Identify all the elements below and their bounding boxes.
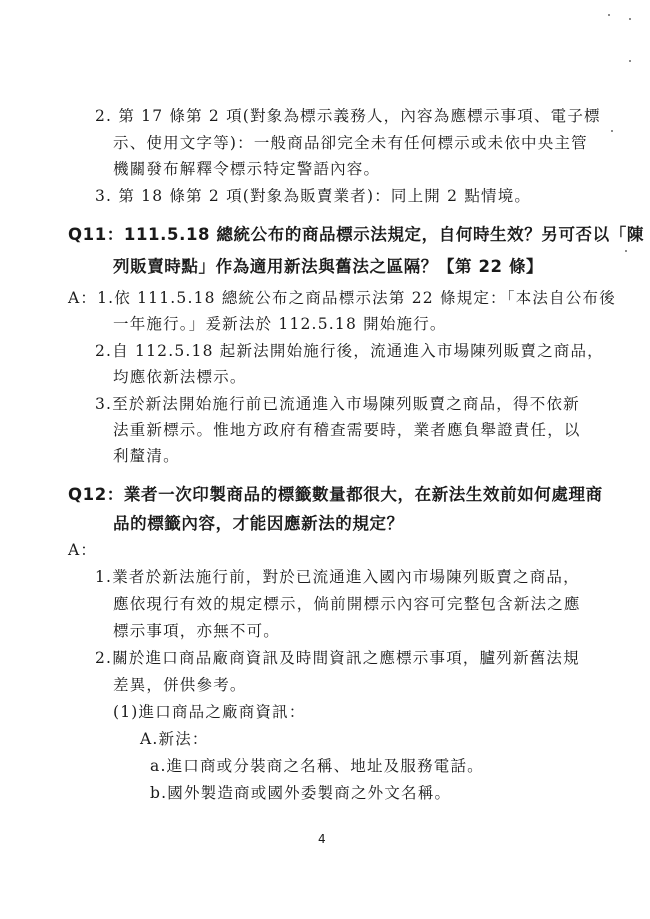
answer-a11-line-5: 3.至於新法開始施行前已流通進入市場陳列販賣之商品，得不依新 [95, 395, 580, 413]
answer-a12-line-7: A.新法： [140, 730, 209, 748]
answer-a12-line-3: 標示事項，亦無不可。 [113, 622, 281, 640]
answer-a12-line-1: 1.業者於新法施行前，對於已流通進入國內市場陳列販賣之商品， [95, 568, 580, 586]
body-line-4: 3. 第 18 條第 2 項(對象為販賣業者)：同上開 2 點情境。 [95, 187, 532, 205]
question-q11-line-2: 列販賣時點」作為適用新法與舊法之區隔？【第 22 條】 [113, 257, 544, 276]
answer-a11-line-4: 均應依新法標示。 [113, 368, 247, 386]
scan-speck [611, 130, 613, 132]
page-number: 4 [318, 832, 326, 846]
scan-speck [629, 18, 631, 20]
question-q12-line-2: 品的標籤內容，才能因應新法的規定？ [113, 514, 404, 533]
answer-a12-line-4: 2.關於進口商品廠商資訊及時間資訊之應標示事項，臚列新舊法規 [95, 649, 580, 667]
question-q11-line-1: Q11：111.5.18 總統公布的商品標示法規定，自何時生效？另可否以「陳 [68, 225, 644, 244]
answer-a12-line-8: a.進口商或分裝商之名稱、地址及服務電話。 [150, 757, 484, 775]
scan-speck [625, 250, 627, 252]
answer-a12-label: A： [68, 541, 98, 559]
body-line-3: 機關發布解釋令標示特定警語內容。 [113, 160, 381, 178]
answer-a11-line-7: 利釐清。 [113, 447, 180, 465]
answer-a12-line-9: b.國外製造商或國外委製商之外文名稱。 [150, 784, 452, 802]
body-line-2: 示、使用文字等)：一般商品卻完全未有任何標示或未依中央主管 [113, 134, 588, 152]
answer-a11-line-1: A：1.依 111.5.18 總統公布之商品標示法第 22 條規定：「本法自公布後 [68, 289, 616, 307]
answer-a12-line-2: 應依現行有效的規定標示，倘前開標示內容可完整包含新法之應 [113, 595, 581, 613]
scan-speck [608, 14, 610, 16]
answer-a11-line-6: 法重新標示。惟地方政府有稽查需要時，業者應負舉證責任，以 [113, 421, 581, 439]
answer-a11-line-2: 一年施行。」爰新法於 112.5.18 開始施行。 [113, 315, 447, 333]
question-q12-line-1: Q12：業者一次印製商品的標籤數量都很大，在新法生效前如何處理商 [68, 485, 603, 504]
answer-a12-line-5: 差異，併供參考。 [113, 676, 247, 694]
body-line-1: 2. 第 17 條第 2 項(對象為標示義務人，內容為應標示事項、電子標 [95, 107, 601, 125]
scan-speck [629, 60, 631, 62]
answer-a11-line-3: 2.自 112.5.18 起新法開始施行後，流通進入市場陳列販賣之商品， [95, 342, 604, 360]
answer-a12-line-6: (1)進口商品之廠商資訊： [113, 703, 306, 721]
